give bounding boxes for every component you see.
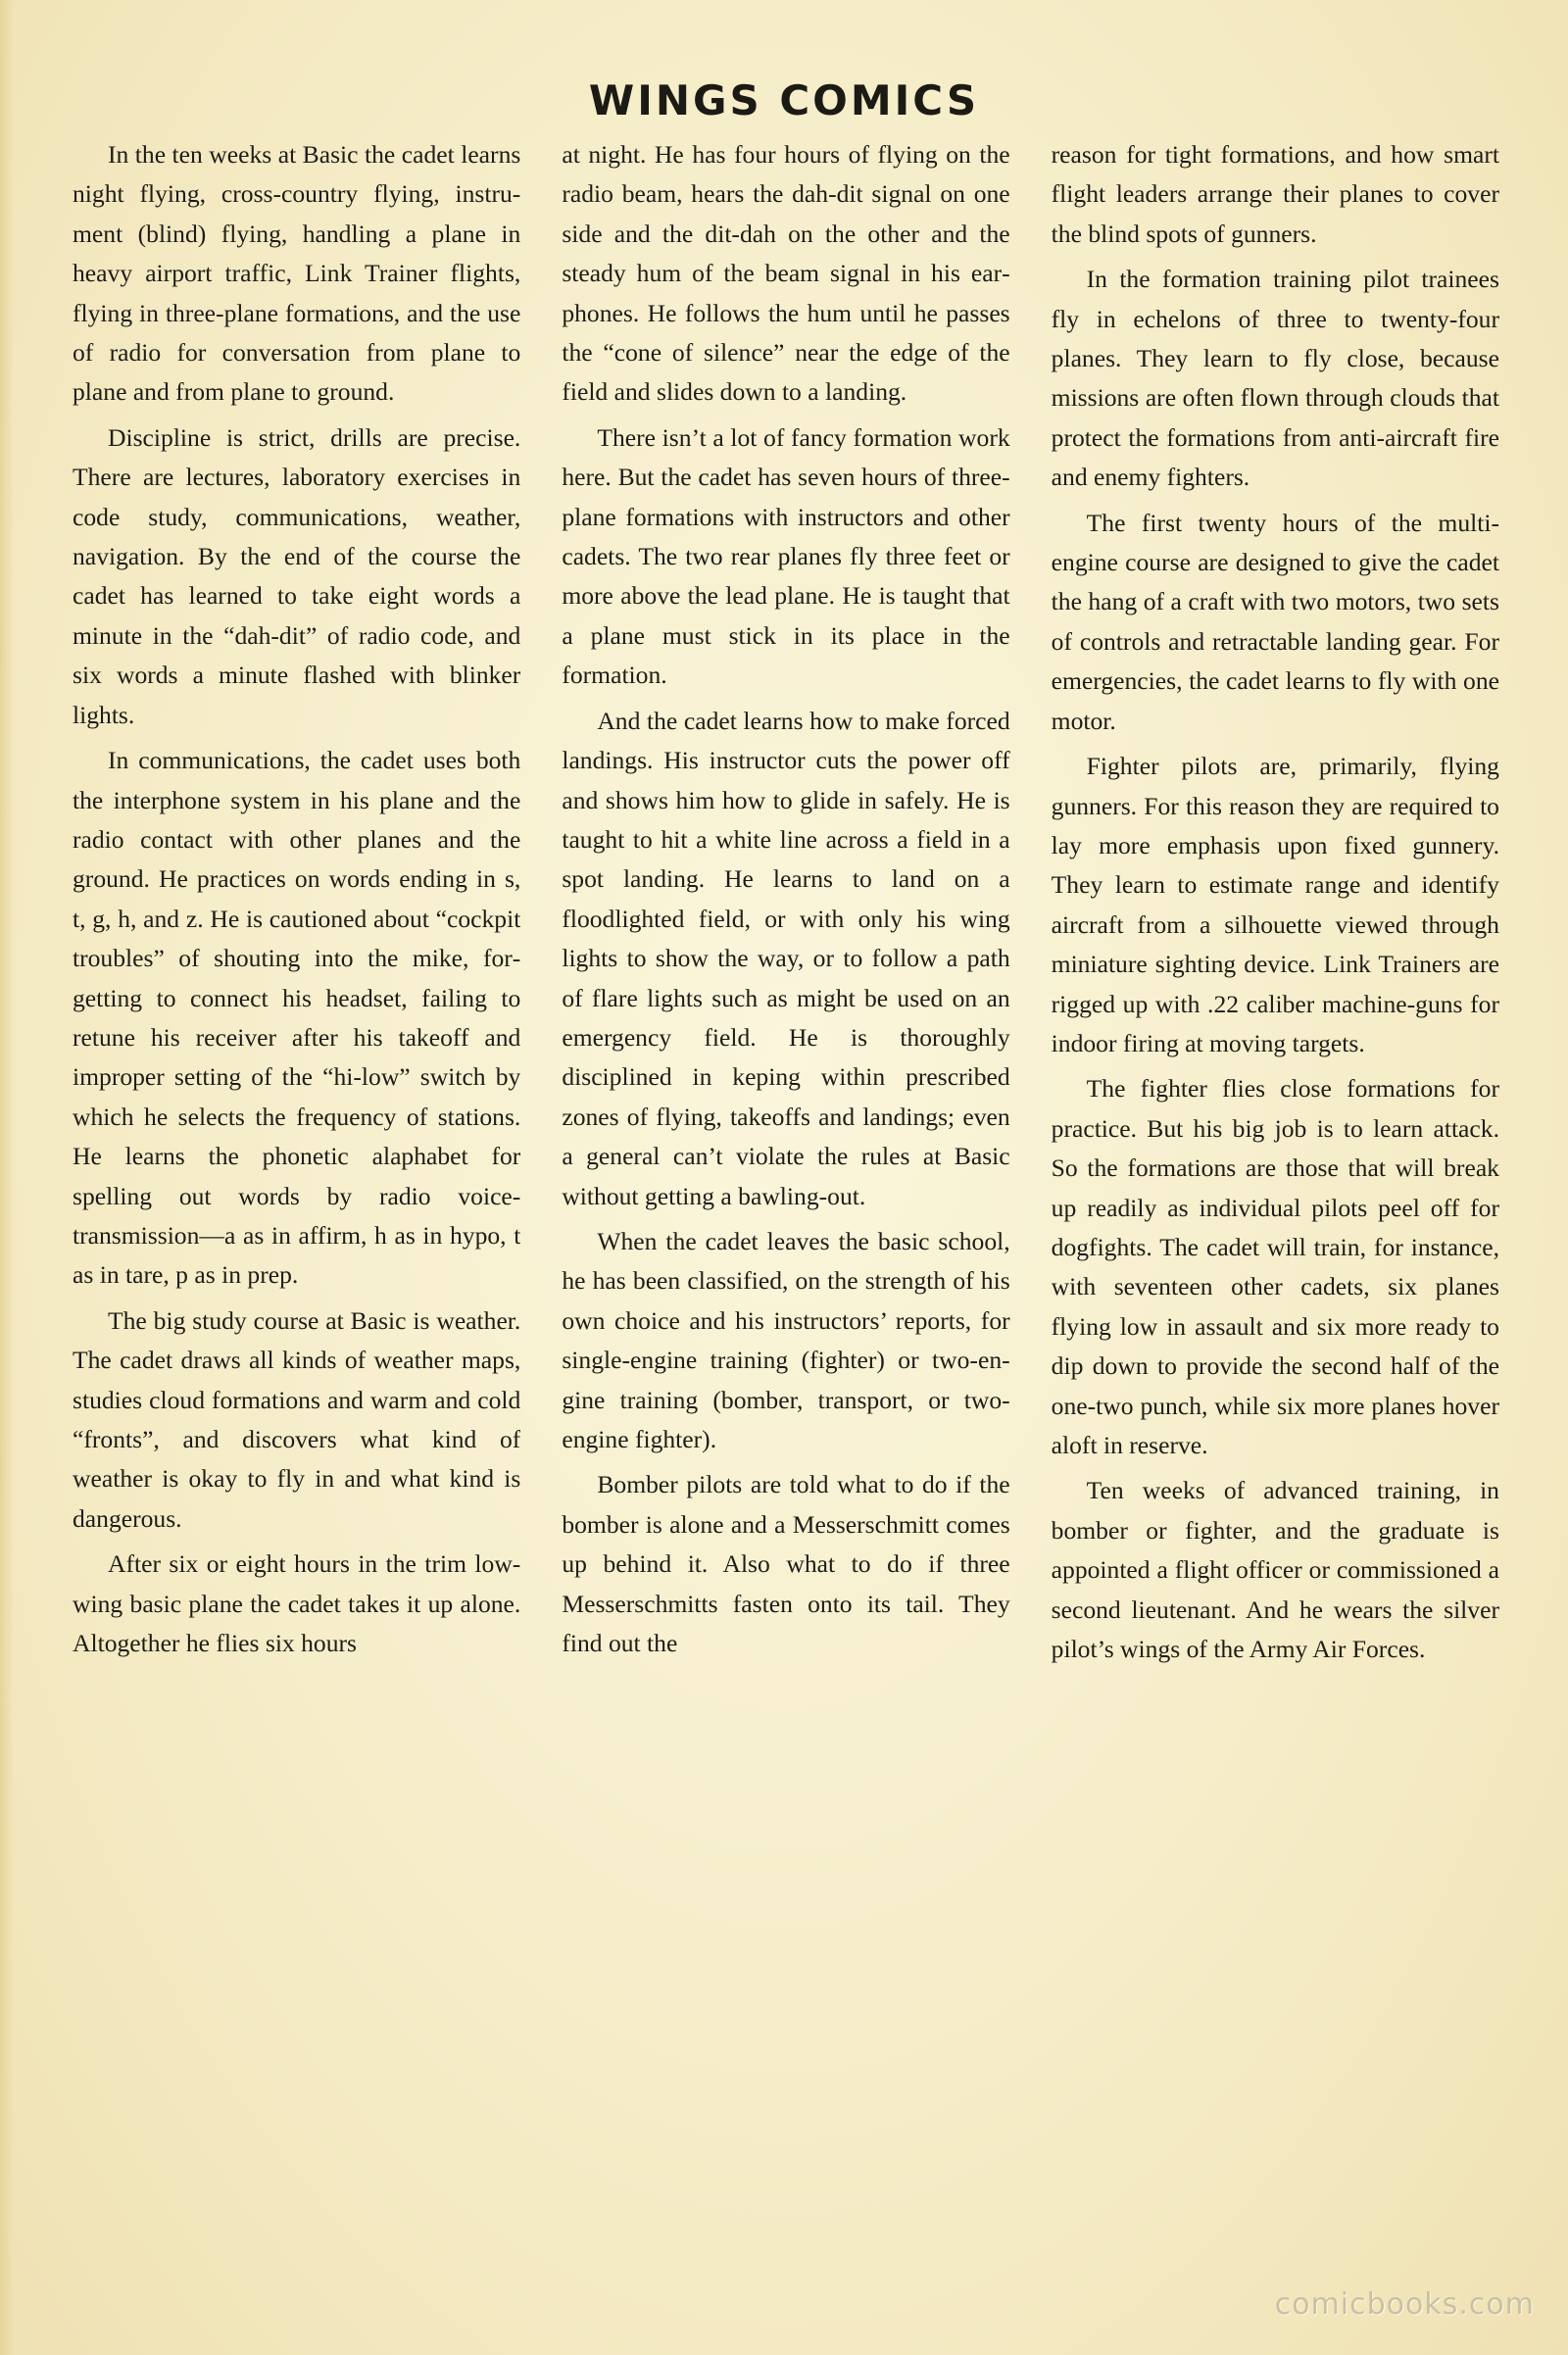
watermark-text: comicbooks.com: [1274, 2287, 1535, 2322]
paragraph: Bomber pilots are told what to do if the bomber is alone and a Messerschmitt comes up behind it. Also what to do if three Messerschmitts fasten onto its tail. They find out the: [562, 1470, 1010, 1658]
paragraph: In communications, the cadet uses both the interphone system in his plane and the radio contact with other planes and the ground. He practices on words ending in s, t, g, h, and z. He is cautioned about “cockpit troubles” of shouting into the mike, forgetting to connect his headset, failing to retune his receiver after his takeoff and improper setting of the “hi-low” switch by which he selects the frequency of stations. He learns the phonetic alaphabet for spelling out words by radio voice-transmission—a as in affirm, h as in hypo, t as in tare, p as in prep.: [73, 746, 521, 1290]
column-3: [1052, 135, 1499, 2272]
paragraph: The first twenty hours of the multi-engine course are designed to give the cadet the hang of a craft with two motors, two sets of controls and retractable landing gear. For emergencies, the cadet learns to fly with one motor.: [1051, 508, 1499, 735]
paragraph: Discipline is strict, drills are precise. There are lectures, laboratory exercises in code study, communications, weather, navigation. By the end of the course the cadet has learned to take eight words a minute in the “dah-dit” of radio code, and six words a minute flashed with blinker lights.: [73, 422, 521, 729]
paragraph: There isn’t a lot of fancy formation work here. But the cadet has seven hours of three-plane formations with instructors and other cadets. The two rear planes fly three feet or more above the lead plane. He is taught that a plane must stick in its place in the formation.: [562, 422, 1010, 690]
masthead-title: WINGS COMICS: [588, 76, 980, 124]
column-1: [73, 135, 520, 2272]
paragraph: When the cadet leaves the basic school, he has been classified, on the strength of his own choice and his instructors’ reports, for single-engine training (fighter) or two-engine training (bomber, transport, or two-engine fighter).: [562, 1226, 1010, 1453]
paragraph: The big study course at Basic is weather. The cadet draws all kinds of weather maps, studies cloud formations and warm and cold “fronts”, and discovers what kind of weather is okay to fly in and what kind is dangerous.: [73, 1305, 521, 1533]
paragraph: Ten weeks of advanced training, in bomber or fighter, and the graduate is appointed a flight officer or commissioned a second lieutenant. And he wears the silver pilot’s wings of the Army Air Forces.: [1051, 1476, 1499, 1664]
paragraph: And the cadet learns how to make forced landings. His instructor cuts the power off and shows him how to glide in safely. He is taught to hit a white line across a field in a spot landing. He learns to land on a floodlighted field, or with only his wing lights to show the way, or to follow a path of flare lights such as might be used on an emergency field. He is thoroughly disciplined in keping within prescribed zones of flying, takeoffs and landings; even a general can’t violate the rules at Basic without getting a bawling-out.: [562, 706, 1010, 1210]
article-columns: [73, 135, 1499, 2272]
paragraph: After six or eight hours in the trim low-wing basic plane the cadet takes it up alone. Altogether he flies six hours: [73, 1549, 521, 1658]
paragraph: In the ten weeks at Basic the cadet learns night flying, cross-country flying, instrument (blind) flying, handling a plane in heavy airport traffic, Link Trainer flights, flying in three-plane formations, and the use of radio for conversation from plane to plane and from plane to ground.: [73, 140, 521, 407]
column-2: [562, 135, 1009, 2272]
paragraph: at night. He has four hours of flying on the radio beam, hears the dah-dit signal on one side and the dit-dah on the other and the steady hum of the beam signal in his earphones. He follows the hum until he passes the “cone of silence” near the edge of the field and slides down to a landing.: [562, 140, 1010, 407]
page-spine-shadow: [0, 0, 14, 2355]
paragraph: The fighter flies close formations for practice. But his big job is to learn attack. So the formations are those that will break up readily as individual pilots peel off for dogfights. The cadet will train, for instance, with seventeen other cadets, six planes flying low in assault and six more ready to dip down to provide the second half of the one-two punch, while six more planes hover aloft in reserve.: [1051, 1074, 1499, 1459]
paragraph: Fighter pilots are, primarily, flying gunners. For this reason they are required to lay more emphasis upon fixed gunnery. They learn to estimate range and identify aircraft from a silhouette viewed through miniature sighting device. Link Trainers are rigged up with .22 caliber machine-guns for indoor firing at moving targets.: [1051, 752, 1499, 1057]
paragraph: In the formation training pilot trainees fly in echelons of three to twenty-four planes. They learn to fly close, because missions are often flown through clouds that protect the formations from anti-aircraft fire and enemy fighters.: [1051, 265, 1499, 492]
paragraph: reason for tight formations, and how smart flight leaders arrange their planes to cover the blind spots of gunners.: [1051, 140, 1499, 248]
